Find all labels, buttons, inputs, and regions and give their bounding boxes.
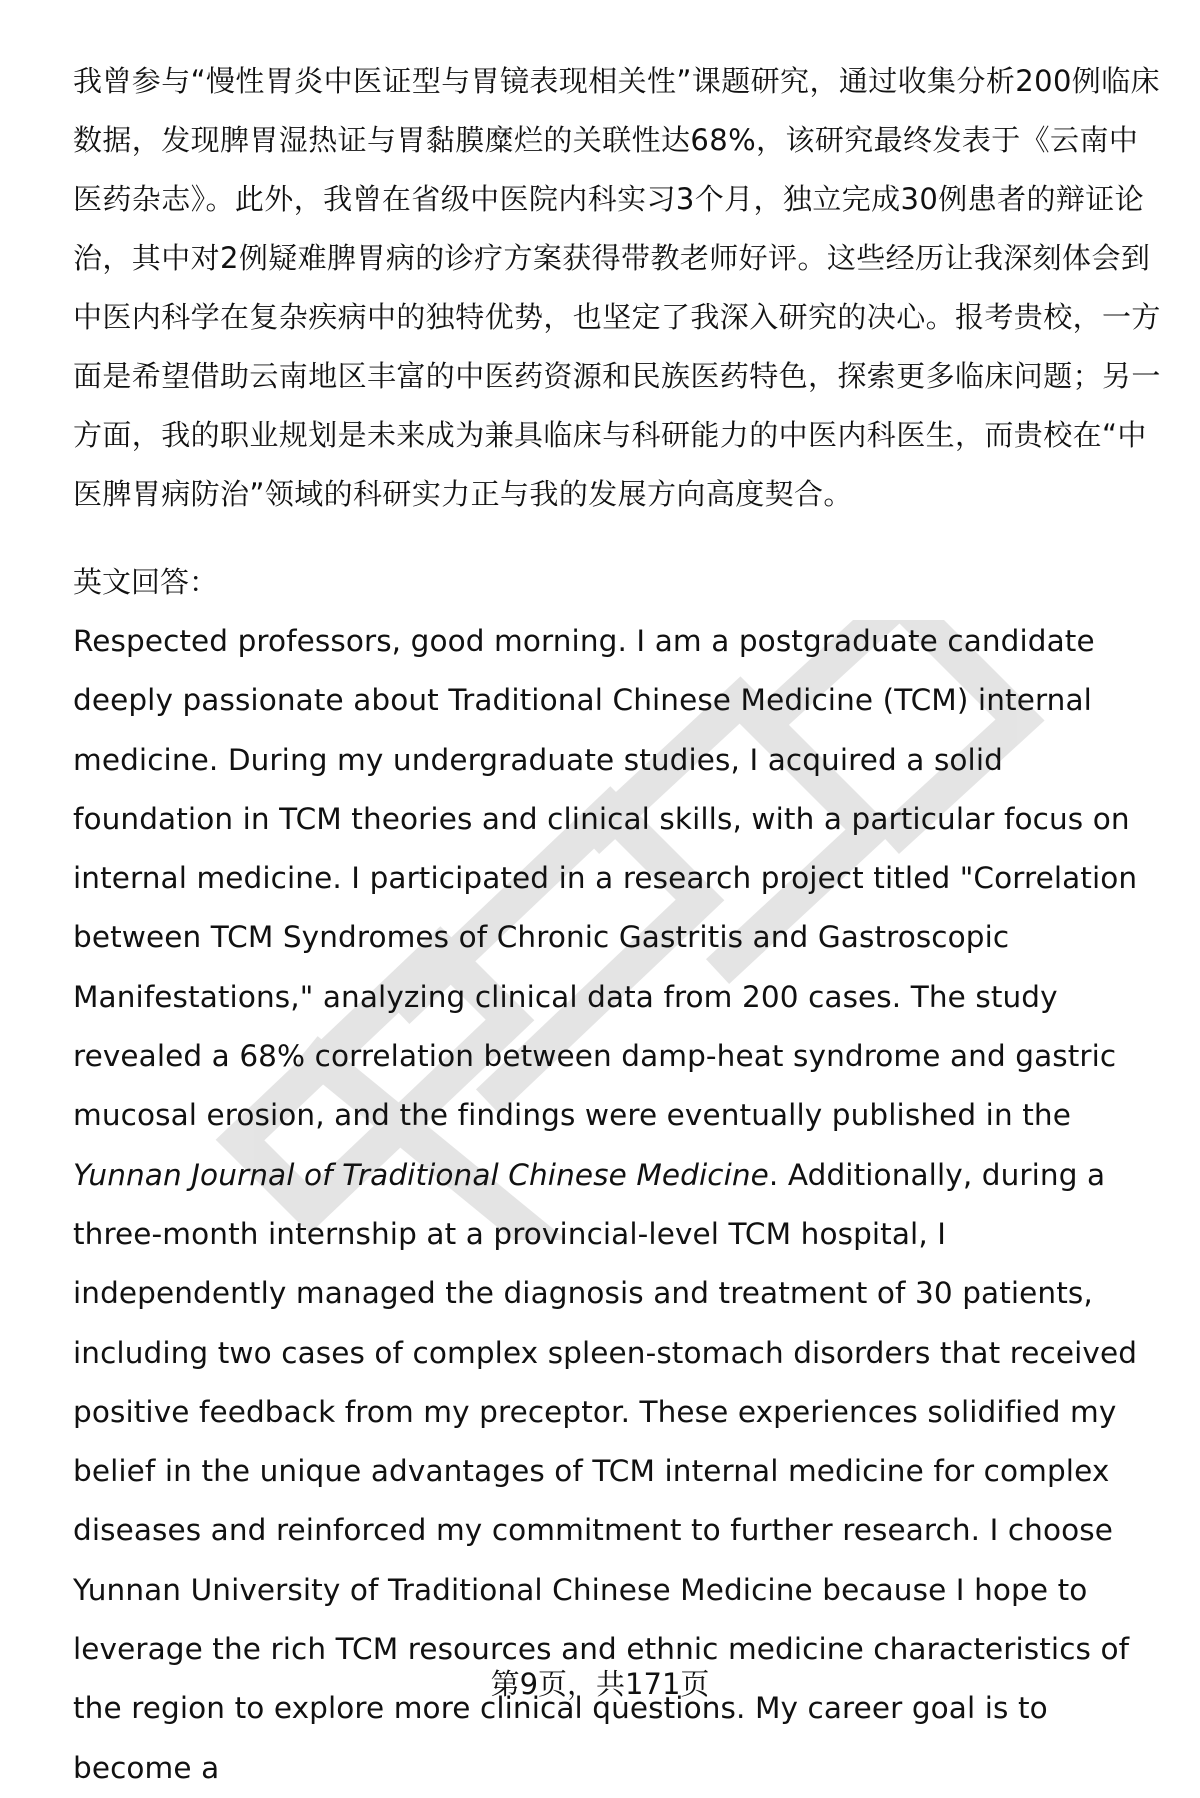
english-answer-label: 英文回答： <box>73 565 219 599</box>
english-text-part-2: . Additionally, during a three-month internship at a provincial-level TCM hospital, I independently managed the diagnosis and treatment of 30 patients, including two cases of complex spleen-stomach disorders that received positive feedback from my preceptor. These experiences solidified my belief in the unique advantages of TCM internal medicine for complex diseases and reinforced my commitment to further research. I choose Yunnan University of Traditional Chinese Medicine because I hope to leverage the rich TCM resources and ethnic medicine characteristics of the region to explore more clinical questions. My career goal is to become a <box>73 1157 1138 1785</box>
chinese-paragraph: 我曾参与“慢性胃炎中医证型与胃镜表现相关性”课题研究，通过收集分析200例临床数据，发现脾胃湿热证与胃黏膜糜烂的关联性达68%，该研究最终发表于《云南中医药杂志》。此外，我曾在省级中医院内科实习3个月，独立完成30例患者的辩证论治，其中对2例疑难脾胃病的诊疗方案获得带教老师好评。这些经历让我深刻体会到中医内科学在复杂疾病中的独特优势，也坚定了我深入研究的决心。报考贵校，一方面是希望借助云南地区丰富的中医药资源和民族医药特色，探索更多临床问题；另一方面，我的职业规划是未来成为兼具临床与科研能力的中医内科医生，而贵校在“中医脾胃病防治”领域的科研实力正与我的发展方向高度契合。 <box>73 64 1161 511</box>
english-text-part-1: Respected professors, good morning. I am a postgraduate candidate deeply passionate about Traditional Chinese Medicine (TCM) internal medicine. During my undergraduate studies, I acquired a solid foundation in TCM theories and clinical skills, with a particular focus on internal medicine. I participated in a research project titled "Correlation between TCM Syndromes of Chronic Gastritis and Gastroscopic Manifestations," analyzing clinical data from 200 cases. The study revealed a 68% correlation between damp-heat syndrome and gastric mucosal erosion, and the findings were eventually published in the <box>73 624 1138 1133</box>
journal-title: Yunnan Journal of Traditional Chinese Medicine <box>73 1157 769 1192</box>
document-body <box>73 52 1163 1798</box>
page-number: 第9页，共171页 <box>490 1667 710 1701</box>
english-paragraph <box>73 612 1163 1798</box>
